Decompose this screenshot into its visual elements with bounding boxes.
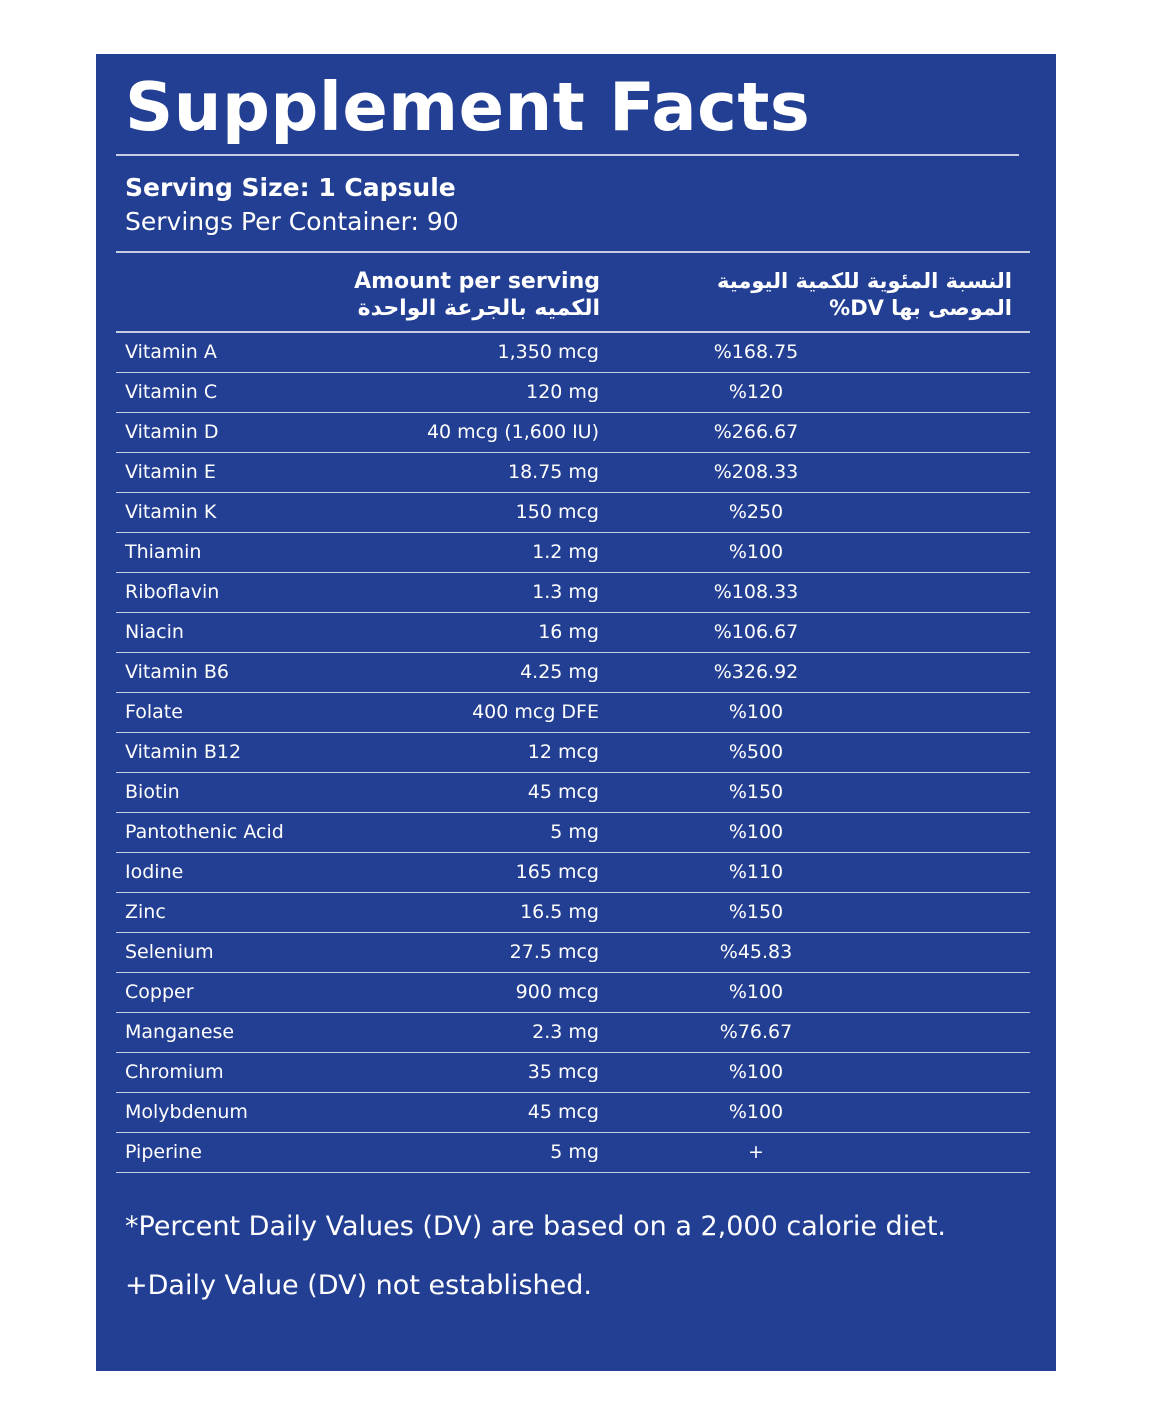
table-row bbox=[116, 853, 1030, 893]
table-row bbox=[116, 893, 1030, 933]
nutrient-name: Zinc bbox=[125, 901, 166, 923]
nutrient-name: Thiamin bbox=[125, 541, 202, 563]
nutrient-amount: 120 mg bbox=[526, 381, 599, 403]
daily-value-column-header bbox=[717, 268, 1012, 322]
nutrient-name: Vitamin C bbox=[125, 381, 218, 403]
nutrient-daily-value: %150 bbox=[728, 781, 784, 803]
nutrient-daily-value: %208.33 bbox=[713, 461, 799, 483]
nutrient-daily-value: %45.83 bbox=[719, 941, 793, 963]
nutrient-amount: 16.5 mg bbox=[520, 901, 599, 923]
nutrient-daily-value: %266.67 bbox=[713, 421, 799, 443]
nutrient-amount: 35 mcg bbox=[527, 1061, 599, 1083]
not-established-footnote: +Daily Value (DV) not established. bbox=[125, 1270, 592, 1301]
dv-header-line-2: الموصى بها DV% bbox=[829, 296, 1012, 320]
nutrient-amount: 27.5 mcg bbox=[509, 941, 599, 963]
nutrient-daily-value: %100 bbox=[728, 821, 784, 843]
dv-basis-footnote: *Percent Daily Values (DV) are based on a 2,000 calorie diet. bbox=[125, 1211, 946, 1242]
table-row bbox=[116, 573, 1030, 613]
table-row bbox=[116, 733, 1030, 773]
table-row bbox=[116, 813, 1030, 853]
table-row bbox=[116, 1093, 1030, 1133]
nutrient-name: Folate bbox=[125, 701, 183, 723]
nutrient-name: Riboflavin bbox=[125, 581, 220, 603]
nutrient-daily-value: %326.92 bbox=[713, 661, 799, 683]
serving-size: Serving Size: 1 Capsule bbox=[125, 173, 456, 202]
nutrient-daily-value: %108.33 bbox=[713, 581, 799, 603]
table-row bbox=[116, 493, 1030, 533]
nutrient-daily-value: %76.67 bbox=[719, 1021, 793, 1043]
nutrient-amount: 5 mg bbox=[550, 1141, 599, 1163]
table-row bbox=[116, 373, 1030, 413]
nutrient-daily-value: %100 bbox=[728, 541, 784, 563]
nutrient-amount: 4.25 mg bbox=[520, 661, 599, 683]
nutrient-daily-value: %100 bbox=[728, 701, 784, 723]
nutrient-name: Biotin bbox=[125, 781, 180, 803]
panel-title: Supplement Facts bbox=[125, 68, 811, 146]
nutrient-amount: 400 mcg DFE bbox=[472, 701, 599, 723]
nutrient-name: Vitamin K bbox=[125, 501, 217, 523]
nutrient-amount: 45 mcg bbox=[527, 1101, 599, 1123]
nutrient-name: Selenium bbox=[125, 941, 214, 963]
amount-header-english: Amount per serving bbox=[354, 269, 600, 294]
nutrient-daily-value: %500 bbox=[728, 741, 784, 763]
nutrient-daily-value: %168.75 bbox=[713, 341, 799, 363]
table-row bbox=[116, 653, 1030, 693]
nutrient-amount: 5 mg bbox=[550, 821, 599, 843]
nutrient-name: Niacin bbox=[125, 621, 184, 643]
nutrient-daily-value: %106.67 bbox=[713, 621, 799, 643]
nutrient-amount: 12 mcg bbox=[527, 741, 599, 763]
nutrient-name: Iodine bbox=[125, 861, 184, 883]
table-row bbox=[116, 1013, 1030, 1053]
nutrient-amount: 900 mcg bbox=[515, 981, 599, 1003]
nutrient-amount: 40 mcg (1,600 IU) bbox=[426, 421, 599, 443]
table-row bbox=[116, 773, 1030, 813]
nutrient-name: Pantothenic Acid bbox=[125, 821, 284, 843]
serving-divider bbox=[116, 251, 1030, 253]
amount-column-header bbox=[354, 268, 600, 322]
nutrient-name: Vitamin E bbox=[125, 461, 216, 483]
nutrient-daily-value: %100 bbox=[728, 981, 784, 1003]
nutrient-daily-value: %150 bbox=[728, 901, 784, 923]
title-divider bbox=[116, 154, 1019, 156]
nutrient-daily-value: %250 bbox=[728, 501, 784, 523]
nutrient-amount: 45 mcg bbox=[527, 781, 599, 803]
dv-header-line-1: النسبة المئوية للكمية اليومية bbox=[717, 269, 1012, 293]
amount-header-arabic: الكميه بالجرعة الواحدة bbox=[357, 296, 600, 321]
table-row bbox=[116, 453, 1030, 493]
nutrient-amount: 1,350 mcg bbox=[497, 341, 599, 363]
table-row bbox=[116, 973, 1030, 1013]
table-row bbox=[116, 533, 1030, 573]
nutrient-table bbox=[116, 331, 1030, 1173]
table-row bbox=[116, 413, 1030, 453]
nutrient-name: Vitamin A bbox=[125, 341, 217, 363]
table-row bbox=[116, 933, 1030, 973]
nutrient-amount: 16 mg bbox=[538, 621, 599, 643]
nutrient-name: Copper bbox=[125, 981, 194, 1003]
nutrient-name: Molybdenum bbox=[125, 1101, 248, 1123]
nutrient-name: Manganese bbox=[125, 1021, 235, 1043]
nutrient-amount: 150 mcg bbox=[515, 501, 599, 523]
nutrient-amount: 2.3 mg bbox=[532, 1021, 599, 1043]
nutrient-daily-value: %110 bbox=[728, 861, 784, 883]
nutrient-daily-value: + bbox=[748, 1141, 764, 1163]
nutrient-amount: 165 mcg bbox=[515, 861, 599, 883]
nutrient-name: Chromium bbox=[125, 1061, 224, 1083]
servings-per-container: Servings Per Container: 90 bbox=[125, 207, 459, 236]
table-row bbox=[116, 1053, 1030, 1093]
nutrient-name: Vitamin B6 bbox=[125, 661, 229, 683]
nutrient-amount: 1.3 mg bbox=[532, 581, 599, 603]
nutrient-daily-value: %100 bbox=[728, 1101, 784, 1123]
table-row bbox=[116, 333, 1030, 373]
table-row bbox=[116, 1133, 1030, 1173]
nutrient-daily-value: %120 bbox=[728, 381, 784, 403]
table-row bbox=[116, 693, 1030, 733]
nutrient-name: Piperine bbox=[125, 1141, 202, 1163]
supplement-facts-panel bbox=[96, 54, 1056, 1371]
nutrient-daily-value: %100 bbox=[728, 1061, 784, 1083]
nutrient-name: Vitamin B12 bbox=[125, 741, 242, 763]
table-row bbox=[116, 613, 1030, 653]
nutrient-name: Vitamin D bbox=[125, 421, 219, 443]
nutrient-amount: 1.2 mg bbox=[532, 541, 599, 563]
nutrient-amount: 18.75 mg bbox=[507, 461, 599, 483]
